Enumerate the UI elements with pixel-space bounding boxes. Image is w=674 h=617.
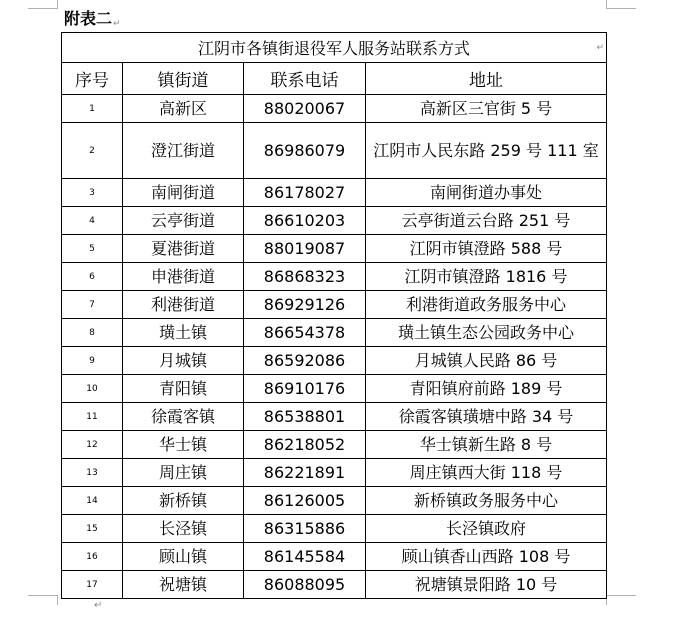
- row-number: 12: [62, 431, 123, 459]
- page-corner-mark: [28, 0, 58, 9]
- table-row: [62, 123, 607, 179]
- row-phone: 88019087: [244, 235, 366, 263]
- row-town: 云亭街道: [123, 207, 244, 235]
- row-town: 利港街道: [123, 291, 244, 319]
- row-phone: 86221891: [244, 459, 366, 487]
- table-row: [62, 515, 607, 543]
- row-address: 月城镇人民路 86 号: [366, 347, 607, 375]
- row-town: 南闸街道: [123, 179, 244, 207]
- table-row: [62, 403, 607, 431]
- table-row: [62, 179, 607, 207]
- row-town: 璜土镇: [123, 319, 244, 347]
- row-address: 利港街道政务服务中心: [366, 291, 607, 319]
- row-phone: 86538801: [244, 403, 366, 431]
- table-row: [62, 263, 607, 291]
- table-row: [62, 571, 607, 599]
- row-town: 祝塘镇: [123, 571, 244, 599]
- row-town: 夏港街道: [123, 235, 244, 263]
- row-number: 15: [62, 515, 123, 543]
- row-phone: 86910176: [244, 375, 366, 403]
- table-row: [62, 235, 607, 263]
- row-phone: 86654378: [244, 319, 366, 347]
- row-town: 周庄镇: [123, 459, 244, 487]
- row-number: 5: [62, 235, 123, 263]
- row-phone: 86929126: [244, 291, 366, 319]
- row-address: 高新区三官街 5 号: [366, 95, 607, 123]
- row-town: 新桥镇: [123, 487, 244, 515]
- row-address: 周庄镇西大街 118 号: [366, 459, 607, 487]
- page-corner-mark: [606, 0, 636, 9]
- table-row: [62, 95, 607, 123]
- row-number: 13: [62, 459, 123, 487]
- page-corner-mark: [606, 595, 636, 596]
- row-number: 14: [62, 487, 123, 515]
- row-number: 7: [62, 291, 123, 319]
- table-row: [62, 291, 607, 319]
- row-address: 徐霞客镇璜塘中路 34 号: [366, 403, 607, 431]
- table-row: [62, 375, 607, 403]
- table-row: [62, 347, 607, 375]
- row-number: 1: [62, 95, 123, 123]
- row-address: 江阴市镇澄路 1816 号: [366, 263, 607, 291]
- row-address: 璜土镇生态公园政务中心: [366, 319, 607, 347]
- row-phone: 88020067: [244, 95, 366, 123]
- row-town: 青阳镇: [123, 375, 244, 403]
- row-phone: 86986079: [244, 123, 366, 179]
- table-row: [62, 207, 607, 235]
- row-address: 青阳镇府前路 189 号: [366, 375, 607, 403]
- row-phone: 86592086: [244, 347, 366, 375]
- row-address: 祝塘镇景阳路 10 号: [366, 571, 607, 599]
- appendix-heading: [64, 6, 121, 32]
- row-town: 华士镇: [123, 431, 244, 459]
- header-town: 镇街道: [123, 63, 244, 95]
- row-phone: 86126005: [244, 487, 366, 515]
- row-phone: 86868323: [244, 263, 366, 291]
- table-row: [62, 319, 607, 347]
- row-town: 澄江街道: [123, 123, 244, 179]
- row-number: 2: [62, 123, 123, 179]
- row-number: 10: [62, 375, 123, 403]
- row-town: 申港街道: [123, 263, 244, 291]
- table-row: [62, 459, 607, 487]
- row-number: 11: [62, 403, 123, 431]
- table-row: [62, 487, 607, 515]
- row-address: 长泾镇政府: [366, 515, 607, 543]
- header-row: [62, 63, 607, 95]
- row-number: 4: [62, 207, 123, 235]
- row-town: 徐霞客镇: [123, 403, 244, 431]
- page-corner-mark: [57, 0, 58, 8]
- header-no: 序号: [62, 63, 123, 95]
- row-town: 高新区: [123, 95, 244, 123]
- row-address: 华士镇新生路 8 号: [366, 431, 607, 459]
- row-phone: 86218052: [244, 431, 366, 459]
- row-town: 月城镇: [123, 347, 244, 375]
- row-number: 9: [62, 347, 123, 375]
- row-town: 顾山镇: [123, 543, 244, 571]
- row-number: 3: [62, 179, 123, 207]
- row-number: 16: [62, 543, 123, 571]
- row-phone: 86178027: [244, 179, 366, 207]
- page-corner-mark: [28, 595, 58, 596]
- paragraph-mark-icon: ↵: [113, 19, 121, 29]
- row-phone: 86610203: [244, 207, 366, 235]
- row-phone: 86088095: [244, 571, 366, 599]
- contact-table: [61, 32, 607, 599]
- page-corner-mark: [606, 0, 607, 8]
- page-corner-mark: [57, 595, 58, 605]
- row-town: 长泾镇: [123, 515, 244, 543]
- row-address: 南闸街道办事处: [366, 179, 607, 207]
- row-number: 17: [62, 571, 123, 599]
- table-title-text: 江阴市各镇街退役军人服务站联系方式: [198, 39, 471, 58]
- appendix-heading-text: 附表二: [64, 9, 113, 28]
- row-address: 顾山镇香山西路 108 号: [366, 543, 607, 571]
- row-address: 云亭街道云台路 251 号: [366, 207, 607, 235]
- row-number: 6: [62, 263, 123, 291]
- paragraph-mark-icon: ↵: [94, 600, 103, 611]
- row-number: 8: [62, 319, 123, 347]
- row-address: 新桥镇政务服务中心: [366, 487, 607, 515]
- row-phone: 86315886: [244, 515, 366, 543]
- header-address: 地址: [366, 63, 607, 95]
- header-phone: 联系电话: [244, 63, 366, 95]
- row-address: 江阴市人民东路 259 号 111 室: [366, 123, 607, 179]
- table-row: [62, 431, 607, 459]
- row-address: 江阴市镇澄路 588 号: [366, 235, 607, 263]
- cell-mark-icon: ↵: [596, 42, 605, 53]
- table-row: [62, 543, 607, 571]
- row-phone: 86145584: [244, 543, 366, 571]
- table-title: [62, 33, 607, 63]
